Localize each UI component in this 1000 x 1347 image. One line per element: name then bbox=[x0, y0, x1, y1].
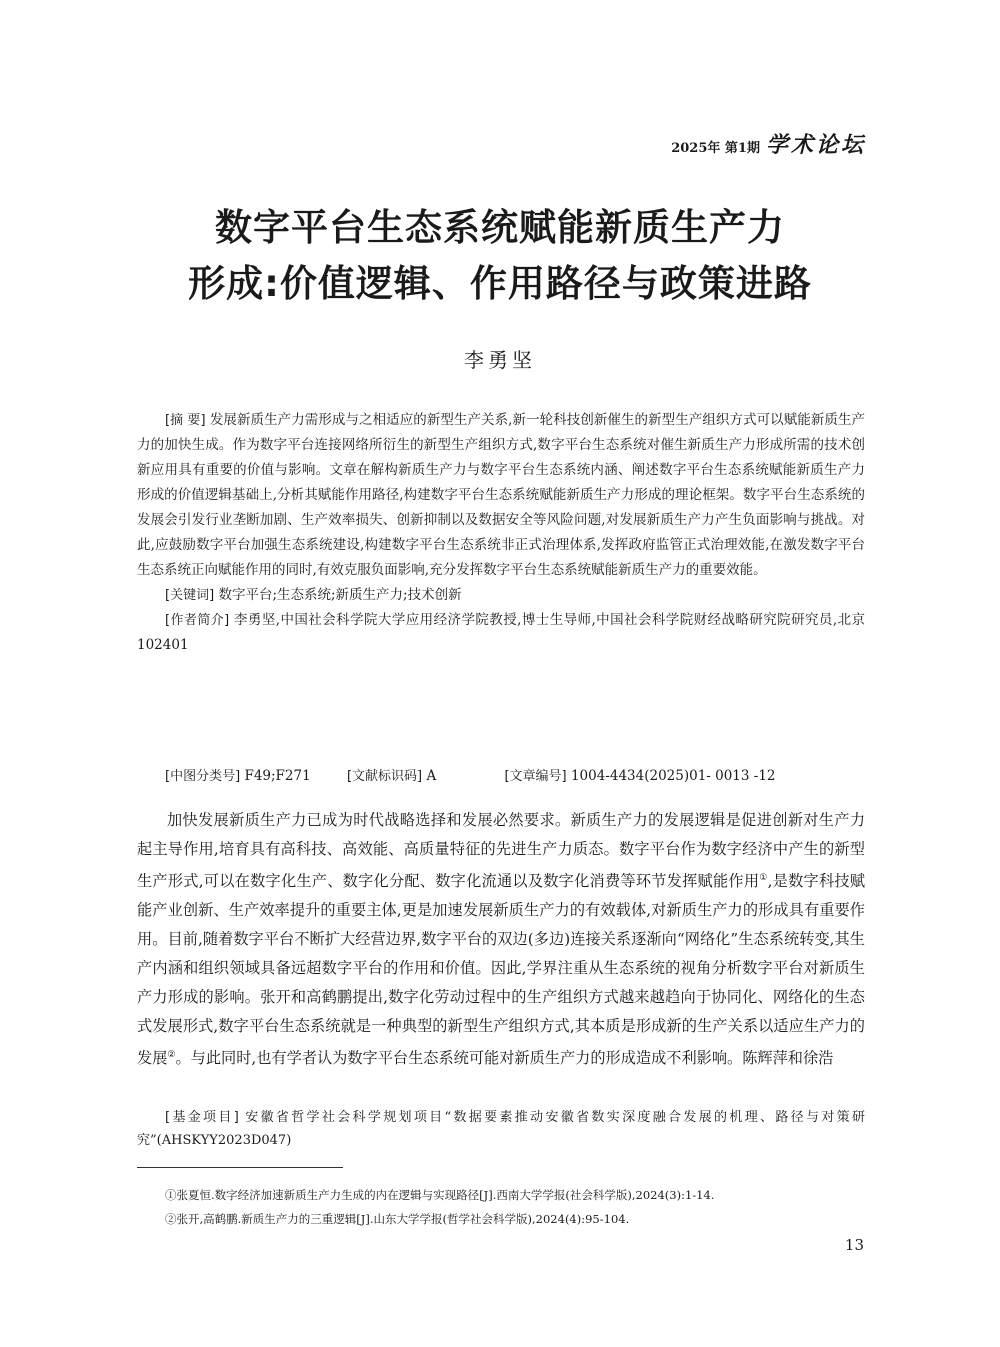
author-bio-label: [作者简介] bbox=[165, 613, 230, 628]
footnote-ref-2[interactable]: ② bbox=[167, 1050, 176, 1061]
author-bio bbox=[137, 608, 865, 658]
footnote-2: ②张开,高鹤鹏.新质生产力的三重逻辑[J].山东大学学报(哲学社会科学版),2024(4):95-104. bbox=[165, 1212, 630, 1226]
title-line-2: 形成:价值逻辑、作用路径与政策进路 bbox=[188, 262, 812, 305]
footnote-1: ①张夏恒.数字经济加速新质生产力生成的内在逻辑与实现路径[J].西南大学学报(社会科学版),2024(3):1-14. bbox=[165, 1188, 715, 1202]
body-text-part-3: 。与此同时,也有学者认为数字平台生态系统可能对新质生产力的形成造成不利影响。陈辉萍和徐浩 bbox=[175, 1049, 834, 1068]
fund-text: 安徽省哲学社会科学规划项目“数据要素推动安徽省数实深度融合发展的机理、路径与对策研究”(AHSKYY2023D047) bbox=[137, 1110, 865, 1148]
footnote-ref-1[interactable]: ① bbox=[759, 873, 768, 883]
clc-label: [中图分类号] bbox=[165, 769, 241, 784]
paper-title bbox=[0, 200, 1000, 312]
journal-name: 学术论坛 bbox=[765, 132, 866, 158]
body-text-part-2: ,是数字科技赋能产业创新、生产效率提升的重要主体,更是加速发展新质生产力的有效载体,对新质生产力的形成具有重要作用。目前,随着数字平台不断扩大经营边界,数字平台的双边(多边)连接关系逐渐向“网络化”生态系统转变,其生产内涵和组织领域具备远超数字平台的作用和价值。因此,学界注重从生态系统的视角分析数字平台对新质生产力形成的影响。张开和高鹤鹏提出,数字化劳动过程中的生产组织方式越来越趋向于协同化、网络化的生态式发展形式,数字平台生态系统就是一种典型的新型生产组织方式,其本质是形成新的生产关系以适应生产力的发展 bbox=[137, 872, 866, 1068]
article-number-label: [文章编号] bbox=[504, 769, 567, 784]
footnote-divider bbox=[137, 1167, 343, 1168]
article-number-value: 1004-4434(2025)01- 0013 -12 bbox=[570, 768, 776, 784]
clc-value: F49;F271 bbox=[244, 768, 311, 784]
fund-label: [基金项目] bbox=[165, 1110, 239, 1125]
abstract-text: 发展新质生产力需形成与之相适应的新型生产关系,新一轮科技创新催生的新型生产组织方式可以赋能新质生产力的加快生成。作为数字平台连接网络所衍生的新型生产组织方式,数字平台生态系统对催生新质生产力形成所需的技术创新应用具有重要的价值与影响。文章在解构新质生产力与数字平台生态系统内涵、阐述数字平台生态系统赋能新质生产力形成的价值逻辑基础上,分析其赋能作用路径,构建数字平台生态系统赋能新质生产力形成的理论框架。数字平台生态系统的发展会引发行业垄断加剧、生产效率损失、创新抑制以及数据安全等风险问题,对发展新质生产力产生负面影响与挑战。对此,应鼓励数字平台加强生态系统建设,构建数字平台生态系统非正式治理体系,发挥政府监管正式治理效能,在激发数字平台生态系统正向赋能作用的同时,有效克服负面影响,充分发挥数字平台生态系统赋能新质生产力的重要效能。 bbox=[137, 412, 865, 578]
issue-label: 2025年 第1期 bbox=[671, 141, 760, 156]
fund-section bbox=[137, 1106, 865, 1152]
abstract-label: [摘 要] bbox=[165, 413, 206, 428]
keywords-text: 数字平台;生态系统;新质生产力;技术创新 bbox=[218, 587, 462, 603]
keywords-label: [关键词] bbox=[165, 588, 215, 603]
title-line-1: 数字平台生态系统赋能新质生产力 bbox=[215, 206, 785, 249]
body-paragraph bbox=[137, 806, 865, 1073]
author-bio-text: 李勇坚,中国社会科学院大学应用经济学院教授,博士生导师,中国社会科学院财经战略研究院研究员,北京 102401 bbox=[137, 612, 865, 653]
body-text bbox=[137, 806, 865, 1073]
footnotes bbox=[165, 1183, 865, 1231]
classification-line bbox=[165, 764, 865, 789]
doc-code-label: [文献标识码] bbox=[346, 769, 423, 784]
abstract-section bbox=[137, 408, 865, 658]
fund-note bbox=[137, 1106, 865, 1152]
doc-code-value: A bbox=[426, 768, 437, 784]
keywords bbox=[137, 583, 865, 608]
body-text-part-1: 加快发展新质生产力已成为时代战略选择和发展必然要求。新质生产力的发展逻辑是促进创新对生产力起主导作用,培育具有高科技、高效能、高质量特征的先进生产力质态。数字平台作为数字经济中产生的新型生产形式,可以在数字化生产、数字化分配、数字化流通以及数字化消费等环节发挥赋能作用 bbox=[137, 811, 865, 891]
journal-header bbox=[671, 128, 866, 159]
page-number: 13 bbox=[844, 1236, 864, 1254]
author-name: 李勇坚 bbox=[464, 348, 536, 372]
abstract bbox=[137, 408, 865, 583]
